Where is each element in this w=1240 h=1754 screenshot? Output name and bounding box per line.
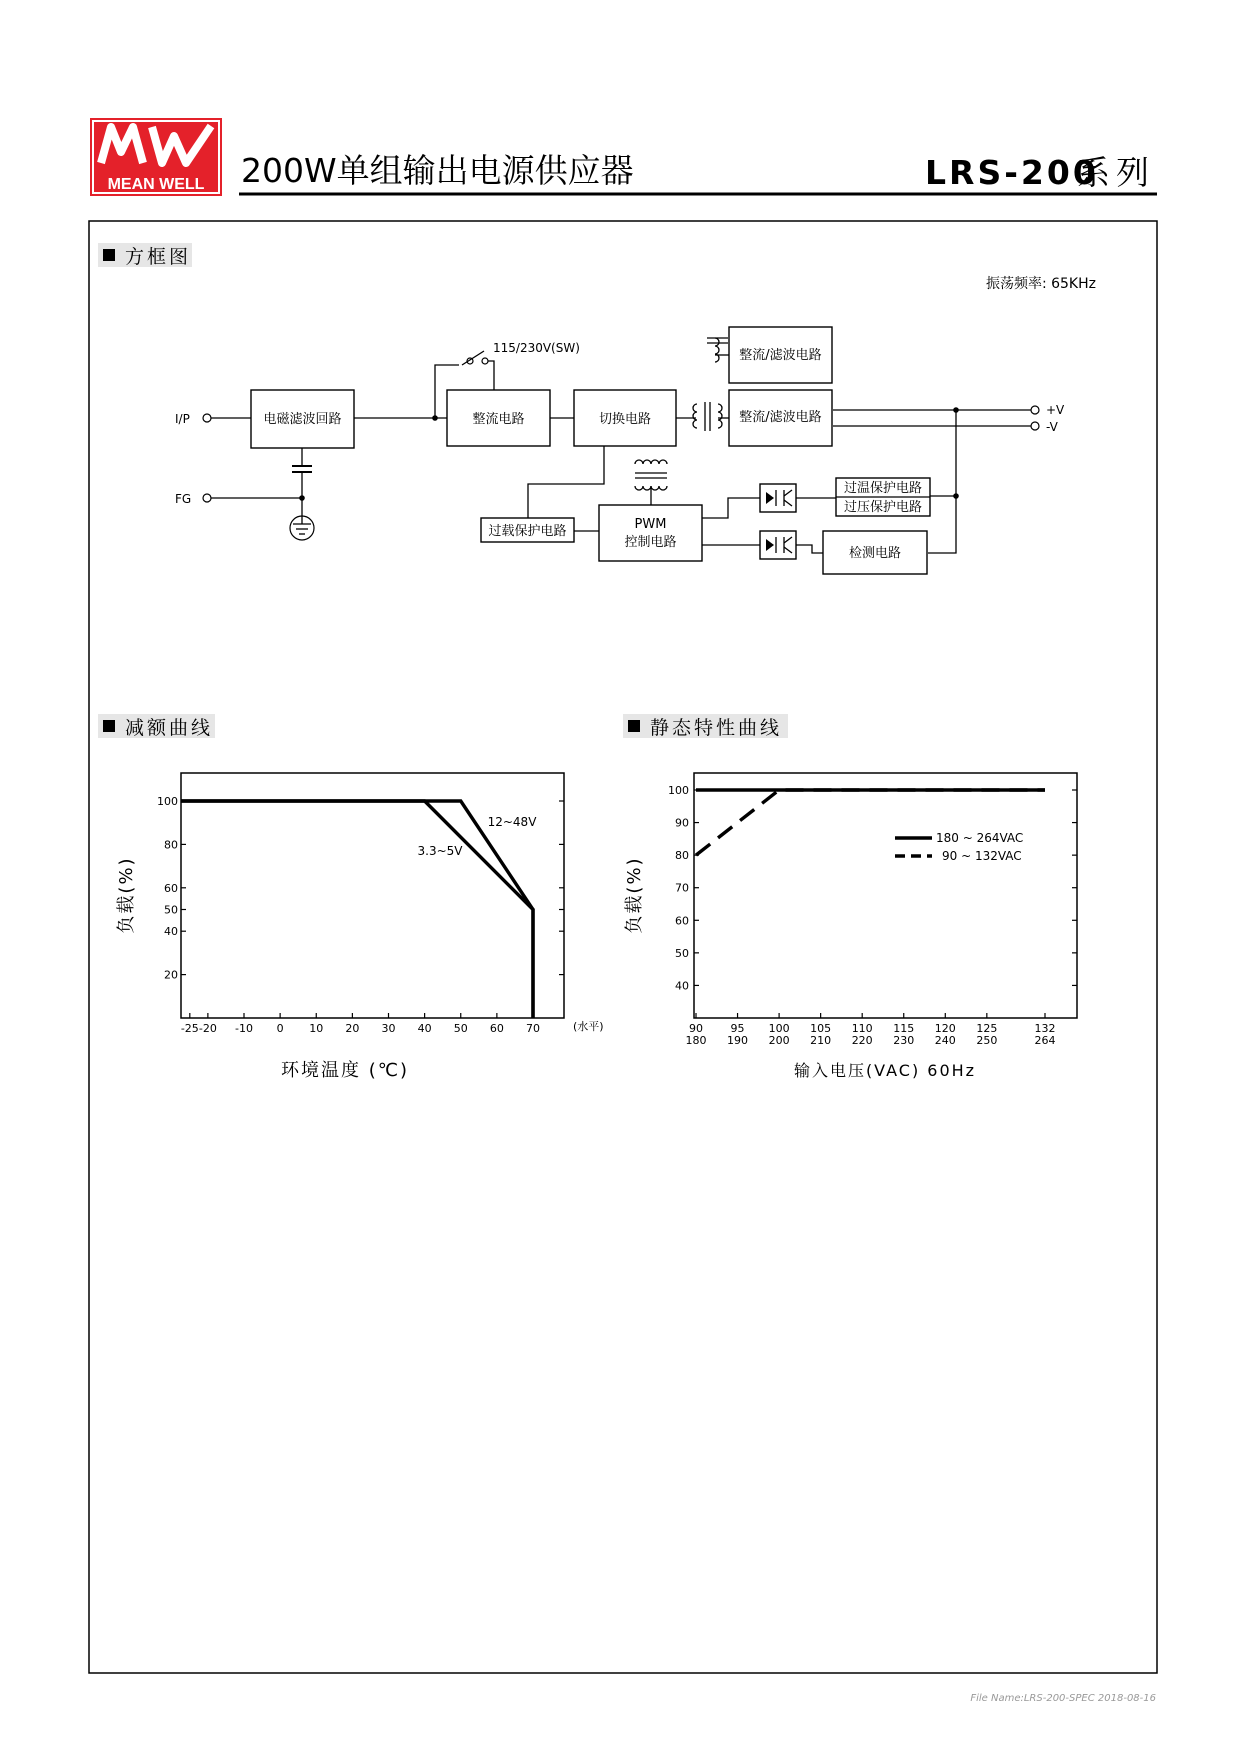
x-tick-label: 90: [689, 1022, 703, 1035]
x-tick-label-secondary: 210: [810, 1034, 832, 1047]
y-tick-label: 20: [164, 968, 178, 982]
legend-solid-label: 180 ~ 264VAC: [936, 831, 1024, 845]
vplus-label: +V: [1046, 403, 1065, 417]
block-label: 整流电路: [472, 412, 525, 427]
x-tick-label: 100: [768, 1022, 790, 1035]
block-label: PWM: [634, 517, 667, 532]
derating-curves: [181, 801, 533, 1018]
section-title-derating: 减额曲线: [125, 717, 214, 739]
x-tick-label-secondary: 180: [685, 1034, 707, 1047]
x-tick-label: 10: [309, 1022, 324, 1035]
derating-series-line: [181, 801, 533, 1018]
x-tick-label: 120: [934, 1022, 956, 1035]
x-tick-label: 115: [893, 1022, 915, 1035]
vplus-terminal-icon: [1031, 406, 1039, 414]
ground-icon: [290, 516, 314, 540]
transformer-aux-icon: [707, 338, 729, 362]
block-label: 整流/滤波电路: [739, 410, 822, 425]
block-label: 过温保护电路: [843, 481, 923, 496]
static-legend: [895, 831, 1023, 863]
y-tick-label: 100: [668, 784, 689, 797]
x-tick-label-secondary: 220: [851, 1034, 873, 1047]
block-label: 整流/滤波电路: [739, 348, 822, 363]
opto-coupler-lower-icon: [760, 531, 796, 559]
x-unit-note: (水平): [573, 1020, 604, 1033]
block-label: 检测电路: [848, 546, 902, 561]
x-tick-label: 105: [810, 1022, 832, 1035]
block-diagram-section: [98, 243, 1096, 574]
block-rect-filter-aux: [729, 327, 832, 383]
x-tick-label-secondary: 264: [1034, 1034, 1056, 1047]
capacitor-icon: [292, 466, 312, 472]
block-label: 电磁滤波回路: [263, 412, 342, 427]
block-switching: [574, 390, 676, 446]
derating-plot-frame: [181, 773, 564, 1018]
derating-series-line: [181, 801, 533, 1018]
x-tick-label: 20: [345, 1022, 360, 1035]
block-label: 过压保护电路: [843, 500, 923, 515]
static-x-axis-label: 输入电压(VAC) 60Hz: [793, 1061, 977, 1080]
square-bullet-icon: [628, 720, 640, 732]
oscillation-frequency: 振荡频率: 65KHz: [985, 276, 1096, 292]
x-tick-label: -25: [180, 1022, 199, 1035]
block-detection: [823, 531, 927, 574]
x-tick-label-secondary: 230: [893, 1034, 915, 1047]
series-suffix: 系列: [1077, 153, 1155, 192]
x-tick-label: 110: [851, 1022, 873, 1035]
x-tick-label-secondary: 200: [768, 1034, 790, 1047]
x-tick-label: 30: [381, 1022, 396, 1035]
legend-dashed-label: 90 ~ 132VAC: [942, 849, 1022, 863]
header: [90, 118, 1157, 196]
y-tick-label: 40: [164, 925, 178, 939]
x-tick-label: 0: [276, 1022, 284, 1035]
section-title-static: 静态特性曲线: [650, 717, 783, 739]
curve-label-12-48v: 12~48V: [487, 815, 537, 829]
derating-section: [98, 714, 604, 1081]
block-rectifier: [447, 390, 550, 446]
x-tick-label-secondary: 240: [934, 1034, 956, 1047]
y-tick-label: 60: [675, 914, 689, 928]
switch-contact-icon: [482, 358, 488, 364]
block-label: 过载保护电路: [488, 524, 567, 539]
static-section: [623, 714, 1077, 1080]
document-title: 200W单组输出电源供应器: [241, 151, 634, 190]
switch-label: 115/230V(SW): [493, 341, 580, 355]
y-tick-label: 50: [164, 903, 178, 917]
vminus-terminal-icon: [1031, 422, 1039, 430]
static-axis-ticks: [668, 784, 1077, 1047]
y-tick-label: 50: [675, 946, 689, 960]
derating-y-axis-label: 负载(%): [116, 856, 137, 934]
fg-label: FG: [175, 492, 192, 506]
block-pwm-control: [599, 505, 702, 561]
x-tick-label: 132: [1034, 1022, 1056, 1035]
block-label: 切换电路: [598, 412, 652, 427]
ip-terminal-icon: [203, 414, 211, 422]
x-tick-label: 60: [489, 1022, 504, 1035]
fg-terminal-icon: [203, 494, 211, 502]
block-label: 控制电路: [624, 535, 677, 550]
y-tick-label: 70: [675, 881, 689, 895]
y-tick-label: 60: [164, 881, 178, 895]
x-tick-label: -10: [235, 1022, 253, 1035]
y-tick-label: 90: [675, 816, 689, 830]
ip-label: I/P: [175, 412, 190, 426]
block-otp-ovp: [836, 478, 930, 516]
opto-coupler-upper-icon: [760, 484, 796, 512]
static-y-axis-label: 负载(%): [624, 856, 645, 934]
square-bullet-icon: [103, 720, 115, 732]
transformer-main-icon: [693, 402, 729, 431]
x-tick-label: -20: [198, 1022, 217, 1035]
block-emi-filter: [251, 390, 354, 448]
square-bullet-icon: [103, 249, 115, 261]
curve-label-3-3-5v: 3.3~5V: [417, 844, 463, 858]
y-tick-label: 40: [675, 979, 689, 993]
block-overload: [481, 518, 574, 542]
block-rect-filter-main: [729, 390, 832, 446]
transformer-drive-icon: [635, 460, 667, 490]
mean-well-logo: [90, 118, 222, 196]
vminus-label: -V: [1046, 420, 1058, 434]
derating-x-axis-label: 环境温度 (℃): [281, 1060, 409, 1081]
logo-text: MEAN WELL: [107, 176, 205, 193]
file-info: File Name:LRS-200-SPEC 2018-08-16: [970, 1693, 1156, 1704]
x-tick-label: 95: [730, 1022, 745, 1035]
y-tick-label: 80: [164, 838, 178, 852]
x-tick-label-secondary: 250: [976, 1034, 998, 1047]
x-tick-label: 40: [417, 1022, 432, 1035]
section-title-block-diagram: 方框图: [125, 246, 192, 268]
derating-axis-ticks: [157, 795, 564, 1035]
x-tick-label: 125: [976, 1022, 998, 1035]
x-tick-label: 70: [526, 1022, 540, 1035]
y-tick-label: 80: [675, 849, 689, 863]
series-code: LRS-200: [925, 153, 1099, 192]
x-tick-label: 50: [453, 1022, 468, 1035]
static-series-line: [696, 790, 1045, 855]
y-tick-label: 100: [157, 795, 178, 808]
x-tick-label-secondary: 190: [727, 1034, 749, 1047]
static-curves: [696, 790, 1045, 855]
